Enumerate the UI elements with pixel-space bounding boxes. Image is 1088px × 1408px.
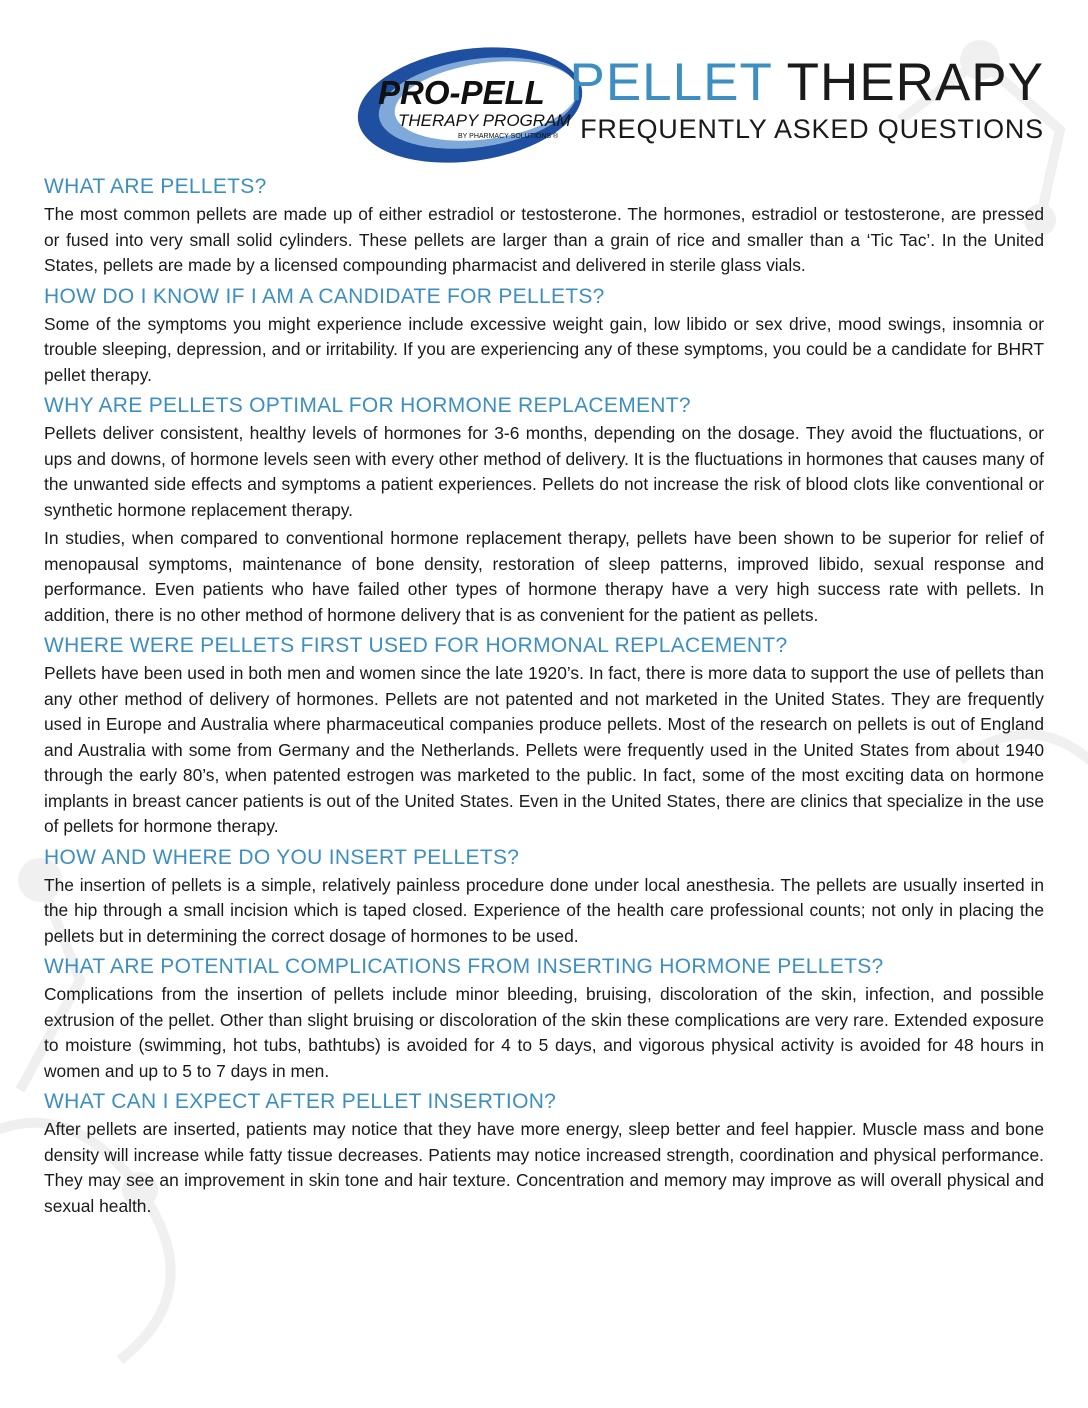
faq-question: WHAT ARE PELLETS? — [44, 175, 267, 198]
title-part-1: PELLET — [569, 53, 772, 112]
faq-question: WHAT ARE POTENTIAL COMPLICATIONS FROM INSERTING HORMONE PELLETS? — [44, 955, 884, 978]
page-title — [569, 54, 1044, 112]
faq-list — [44, 172, 1044, 1222]
faq-answer: After pellets are inserted, patients may notice that they have more energy, sleep better and feel happier. Muscle mass and bone density will increase while fatty tissue decreases. Patients may notice increased strength, coordination and physical performance. They may see an improvement in skin tone and hair texture. Concentration and memory may improve as will overall physical and sexual health. — [44, 1119, 1044, 1216]
faq-answer: In studies, when compared to conventional hormone replacement therapy, pellets have been shown to be superior for relief of menopausal symptoms, maintenance of bone density, restoration of sleep patterns, improved libido, sexual response and performance. Even patients who have failed other types of hormone therapy have a very high success rate with pellets. In addition, there is no other method of hormone delivery that is as convenient for the patient as pellets. — [44, 528, 1044, 625]
logo-program-text: THERAPY PROGRAM — [398, 111, 571, 130]
faq-answer: The insertion of pellets is a simple, relatively painless procedure done under local anesthesia. The pellets are usually inserted in the hip through a small incision which is taped closed. Experience of the health care professional counts; not only in placing the pellets but in determining the correct dosage of hormones to be used. — [44, 874, 1044, 946]
faq-question: HOW DO I KNOW IF I AM A CANDIDATE FOR PELLETS? — [44, 284, 605, 308]
faq-answer: The most common pellets are made up of either estradiol or testosterone. The hormones, estradiol or testosterone, are pressed or fused into very small solid cylinders. These pellets are larger than a grain of rice and smaller than a ‘Tic Tac’. In the United States, pellets are made by a licensed compounding pharmacist and delivered in sterile glass vials. — [44, 204, 1044, 275]
logo-brand-text: PRO-PELL — [378, 74, 545, 111]
faq-question: WHY ARE PELLETS OPTIMAL FOR HORMONE REPLACEMENT? — [44, 394, 691, 417]
page-subtitle: FREQUENTLY ASKED QUESTIONS — [580, 114, 1044, 144]
faq-answer: Pellets deliver consistent, healthy levels of hormones for 3-6 months, depending on the dosage. They avoid the fluctuations, or ups and downs, of hormone levels seen with every other method of delivery. It is the fluctuations in hormones that causes many of the unwanted side effects and symptoms a patient experiences. Pellets do not increase the risk of blood clots like conventional or synthetic hormone replacement therapy. — [44, 423, 1044, 520]
faq-answer: Complications from the insertion of pellets include minor bleeding, bruising, discoloration of the skin, infection, and possible extrusion of the pellet. Other than slight bruising or discoloration of the skin these complications are very rare. Extended exposure to moisture (swimming, hot tubs, bathtubs) is avoided for 4 to 5 days, and vigorous physical activity is avoided for 48 hours in women and up to 5 to 7 days in men. — [44, 984, 1044, 1081]
title-part-2: THERAPY — [786, 53, 1044, 112]
page-header — [0, 40, 1088, 170]
faq-question: WHAT CAN I EXPECT AFTER PELLET INSERTION? — [44, 1090, 557, 1113]
title-block — [569, 54, 1044, 144]
faq-question: HOW AND WHERE DO YOU INSERT PELLETS? — [44, 845, 520, 869]
logo-byline-text: BY PHARMACY SOLUTIONS ® — [458, 133, 559, 140]
faq-answer: Pellets have been used in both men and women since the late 1920’s. In fact, there is more data to support the use of pellets than any other method of delivery of hormones. Pellets are not patented and not marketed in the United States. They are frequently used in Europe and Australia where pharmaceutical companies produce pellets. Most of the research on pellets is out of England and Australia with some from Germany and the Netherlands. Pellets were frequently used in the United States from about 1940 through the early 80’s, when patented estrogen was marketed to the public. In fact, some of the most exciting data on hormone implants in breast cancer patients is out of the United States. Even in the United States, there are clinics that specialize in the use of pellets for hormone therapy. — [44, 663, 1044, 836]
pro-pell-logo — [354, 46, 586, 164]
faq-answer: Some of the symptoms you might experience include excessive weight gain, low libido or sex drive, mood swings, insomnia or trouble sleeping, depression, and or irritability. If you are experiencing any of these symptoms, you could be a candidate for BHRT pellet therapy. — [44, 313, 1044, 385]
faq-question: WHERE WERE PELLETS FIRST USED FOR HORMONAL REPLACEMENT? — [44, 634, 788, 657]
